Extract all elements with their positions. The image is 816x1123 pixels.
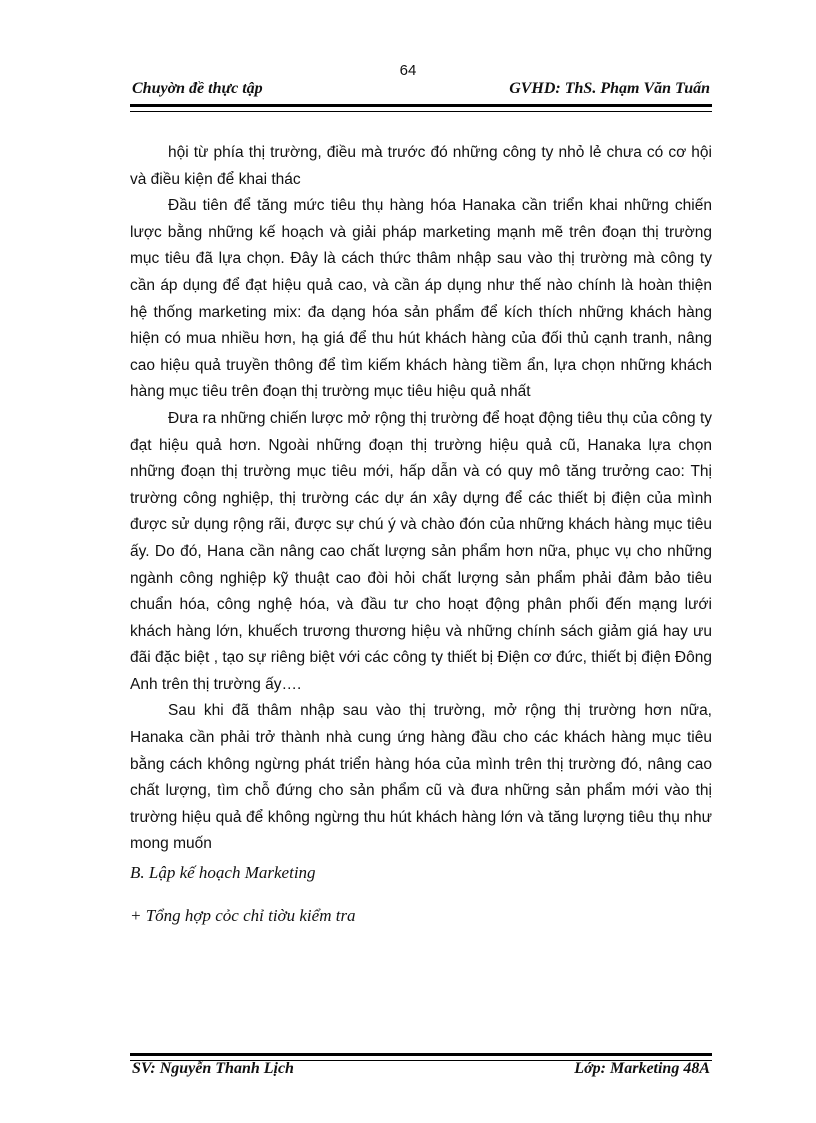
paragraph-2: Đầu tiên để tăng mức tiêu thụ hàng hóa Hanaka cần triển khai những chiến lược bằng những kế hoạch và giải pháp marketing mạnh mẽ trên đoạn thị trường mục tiêu đã lựa chọn. Đây là cách thức thâm nhập sau vào thị trường mà công ty cần áp dụng để đạt hiệu quả cao, và cần áp dụng như thế nào chính là hoàn thiện hệ thống marketing mix: đa dạng hóa sản phẩm để kích thích những khách hàng hiện có mua nhiều hơn, hạ giá để thu hút khách hàng của đối thủ cạnh tranh, nâng cao hiệu quả truyền thông để tìm kiếm khách hàng tiềm ẩn, lựa chọn những khách hàng mục tiêu trên đoạn thị trường mục tiêu hiệu quả nhất bbox=[130, 197, 712, 401]
footer-student: SV: Nguyễn Thanh Lịch bbox=[132, 1060, 294, 1077]
subsection-heading: + Tổng hợp cỏc chỉ tiờu kiểm tra bbox=[130, 905, 356, 925]
page-header bbox=[130, 80, 710, 104]
footer-class: Lớp: Marketing 48A bbox=[574, 1060, 710, 1077]
paragraph-3: Đưa ra những chiến lược mở rộng thị trường để hoạt động tiêu thụ của công ty đạt hiệu quả hơn. Ngoài những đoạn thị trường hiệu quả cũ, Hanaka lựa chọn những đoạn thị trường mục tiêu mới, hấp dẫn và có quy mô tăng trưởng cao: Thị trường công nghiệp, thị trường các dự án xây dựng để các thiết bị điện của mình được sử dụng rộng rãi, được sự chú ý và chào đón của những khách hàng mục tiêu ấy. Do đó, Hana cần nâng cao chất lượng sản phẩm hơn nữa, phục vụ cho những ngành công nghiệp kỹ thuật cao đòi hỏi chất lượng sản phẩm phải đảm bảo tiêu chuẩn hóa, công nghệ hóa, và đầu tư cho hoạt động phân phối đến mạng lưới khách hàng lớn, khuếch trương thương hiệu và những chính sách giảm giá hay ưu đãi đặc biệt , tạo sự riêng biệt với các công ty thiết bị Điện cơ đức, thiết bị điện Đông Anh trên thị trường ấy…. bbox=[130, 409, 712, 693]
paragraph-4: Sau khi đã thâm nhập sau vào thị trường, mở rộng thị trường hơn nữa, Hanaka cần phải trở thành nhà cung ứng hàng đầu cho các khách hàng mục tiêu bằng cách không ngừng phát triển hàng hóa của mình trên thị trường đó, nâng cao chất lượng, tìm chỗ đứng cho sản phẩm cũ và đưa những sản phẩm mới vào thị trường hiệu quả để không ngừng thu hút khách hàng lớn và tăng lượng tiêu thụ như mong muốn bbox=[130, 702, 712, 853]
section-heading-b: B. Lập kế hoạch Marketing bbox=[130, 863, 316, 883]
page-footer bbox=[130, 1060, 710, 1084]
header-title: Chuyờn đề thực tập bbox=[132, 80, 263, 97]
page-number: 64 bbox=[399, 62, 417, 79]
page-body bbox=[130, 140, 712, 929]
header-rule bbox=[130, 104, 712, 112]
header-supervisor: GVHD: ThS. Phạm Văn Tuấn bbox=[509, 80, 710, 97]
paragraph-1: hội từ phía thị trường, điều mà trước đó những công ty nhỏ lẻ chưa có cơ hội và điều kiện để khai thác bbox=[130, 144, 712, 188]
